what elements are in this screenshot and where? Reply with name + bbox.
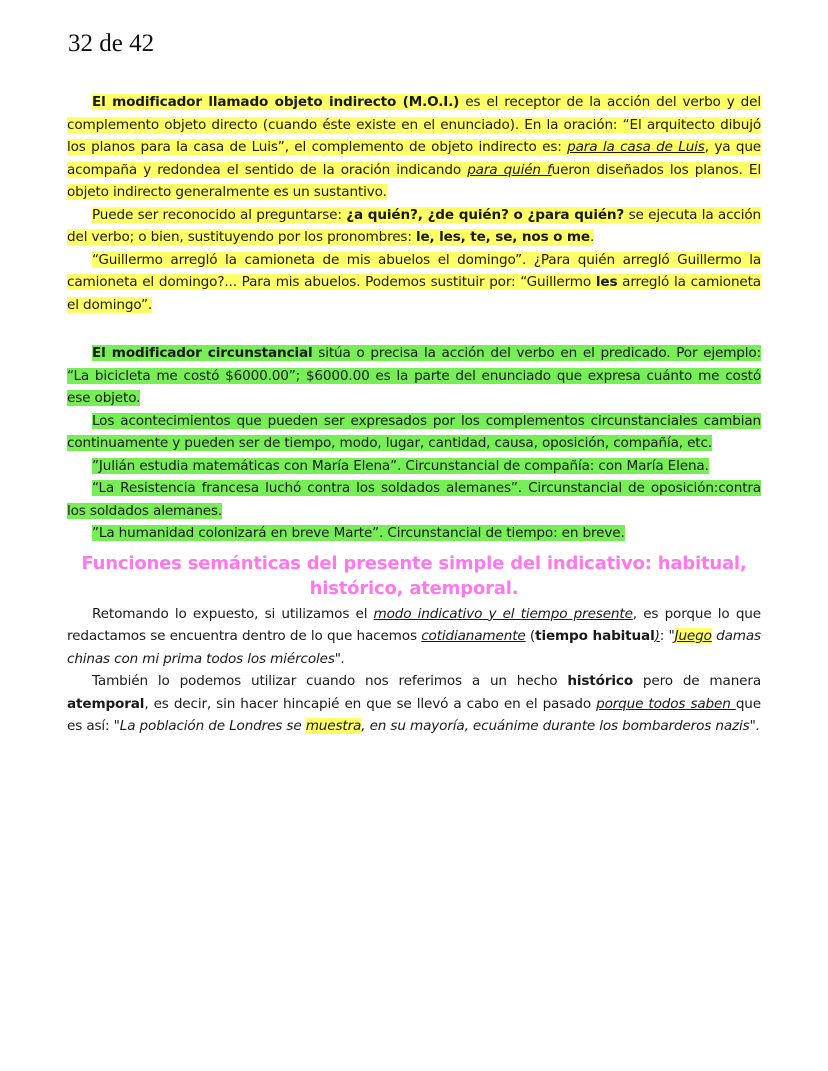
document-body <box>67 91 761 738</box>
page-number: 32 de 42 <box>68 30 155 57</box>
paragraph-moi-example <box>67 249 761 317</box>
paragraph-func-habitual <box>67 603 761 671</box>
bold-pronouns: le, les, te, se, nos o me <box>415 229 590 245</box>
bold-term: histórico <box>567 673 634 689</box>
text: “Guillermo arregló la camioneta de mis abuelos el domingo”. ¿Para quién arregló Guillermo la camioneta el domingo?... Para mis abuelos. Podemos sustituir por: “Guillermo <box>67 251 761 290</box>
text: También lo podemos utilizar cuando nos referimos a un hecho <box>92 673 568 689</box>
paragraph-func-historico <box>67 670 761 738</box>
text: , es porque lo que redactamos se encuentra dentro de lo que hacemos <box>67 605 761 644</box>
text: , es decir, sin hacer hincapié en que se llevó a cabo en el pasado <box>144 695 597 712</box>
section-heading: Funciones semánticas del presente simple del indicativo: habitual, histórico, atemporal. <box>81 552 747 599</box>
term-circunstancial: El modificador circunstancial <box>92 345 313 361</box>
text: pero de manera <box>633 673 761 689</box>
text: es el receptor de la acción del verbo y del complemento objeto directo (cuando éste existe en el enunciado). En la oración: “El arquitecto dibujó los planos para la casa de Luis”, el complemento de objeto indirecto es: <box>67 94 762 155</box>
highlight-green: “La Resistencia francesa luchó contra los soldados alemanes”. Circunstancial de oposición:contra los soldados alemanes. <box>67 480 761 519</box>
highlight-yellow <box>67 207 761 246</box>
example-phrase: para quién f <box>467 161 552 178</box>
text: arregló la camioneta el domingo”. <box>67 274 761 313</box>
highlight-green: Los acontecimientos que pueden ser expresados por los complementos circunstanciales cambian continuamente y pueden ser de tiempo, modo, lugar, cantidad, causa, oposición, compañía, etc. <box>67 412 761 451</box>
highlight-yellow <box>67 94 761 200</box>
highlight-green: ”Julián estudia matemáticas con María Elena”. Circunstancial de compañía: con María Elena. <box>92 457 709 474</box>
paragraph-moi-recognition <box>67 204 761 249</box>
text: sitúa o precisa la acción del verbo en el predicado. Por ejemplo: “La bicicleta me costó $6000.00”; $6000.00 es la parte del enunciado que expresa cuánto me costó ese objeto. <box>67 345 761 406</box>
text: que es así: <box>67 695 761 734</box>
paragraph-circ-example-tiempo <box>67 522 761 545</box>
underlined-paren: ) <box>654 628 660 644</box>
section-spacer <box>67 316 761 342</box>
underlined-phrase: modo indicativo y el tiempo presente <box>373 605 633 622</box>
highlighted-word: Juego <box>674 628 712 644</box>
text: : " <box>659 628 675 644</box>
text: ( <box>525 628 536 644</box>
highlighted-word: muestra <box>305 718 362 734</box>
text: Retomando lo expuesto, si utilizamos el <box>92 605 374 622</box>
text: ueron diseñados los planos. El objeto indirecto generalmente es un sustantivo. <box>67 161 761 200</box>
highlight-green <box>67 345 761 406</box>
italic-example: damas chinas con mi prima todos los miércoles". <box>67 628 761 667</box>
bold-pronoun: les <box>595 274 618 290</box>
italic-example: "La población de Londres se <box>113 718 306 734</box>
text: se ejecuta la acción del verbo; o bien, sustituyendo por los pronombres: <box>67 206 761 245</box>
paragraph-circ-example-compania <box>67 455 761 478</box>
example-phrase: para la casa de Luis <box>567 139 705 155</box>
bold-term: tiempo habitual <box>535 628 655 644</box>
paragraph-circ-example-oposicion <box>67 477 761 522</box>
paragraph-circ-definition <box>67 342 761 410</box>
paragraph-circ-types <box>67 410 761 455</box>
highlight-yellow <box>67 252 761 313</box>
text: Puede ser reconocido al preguntarse: <box>92 206 347 223</box>
highlight-green: ”La humanidad colonizará en breve Marte”. Circunstancial de tiempo: en breve. <box>92 525 625 541</box>
paragraph-moi-definition <box>67 91 761 204</box>
italic-example: , en su mayoría, ecuánime durante los bombarderos nazis". <box>361 718 760 734</box>
underlined-phrase: porque todos saben <box>596 695 736 712</box>
bold-questions: ¿a quién?, ¿de quién? o ¿para quién? <box>346 206 625 223</box>
text: . <box>589 229 595 245</box>
term-moi: El modificador llamado objeto indirecto (M.O.I.) <box>92 94 460 110</box>
text: , ya que acompaña y redondea el sentido de la oración indicando <box>67 139 761 178</box>
underlined-phrase: cotidianamente <box>421 628 526 644</box>
bold-term: atemporal <box>67 695 145 712</box>
